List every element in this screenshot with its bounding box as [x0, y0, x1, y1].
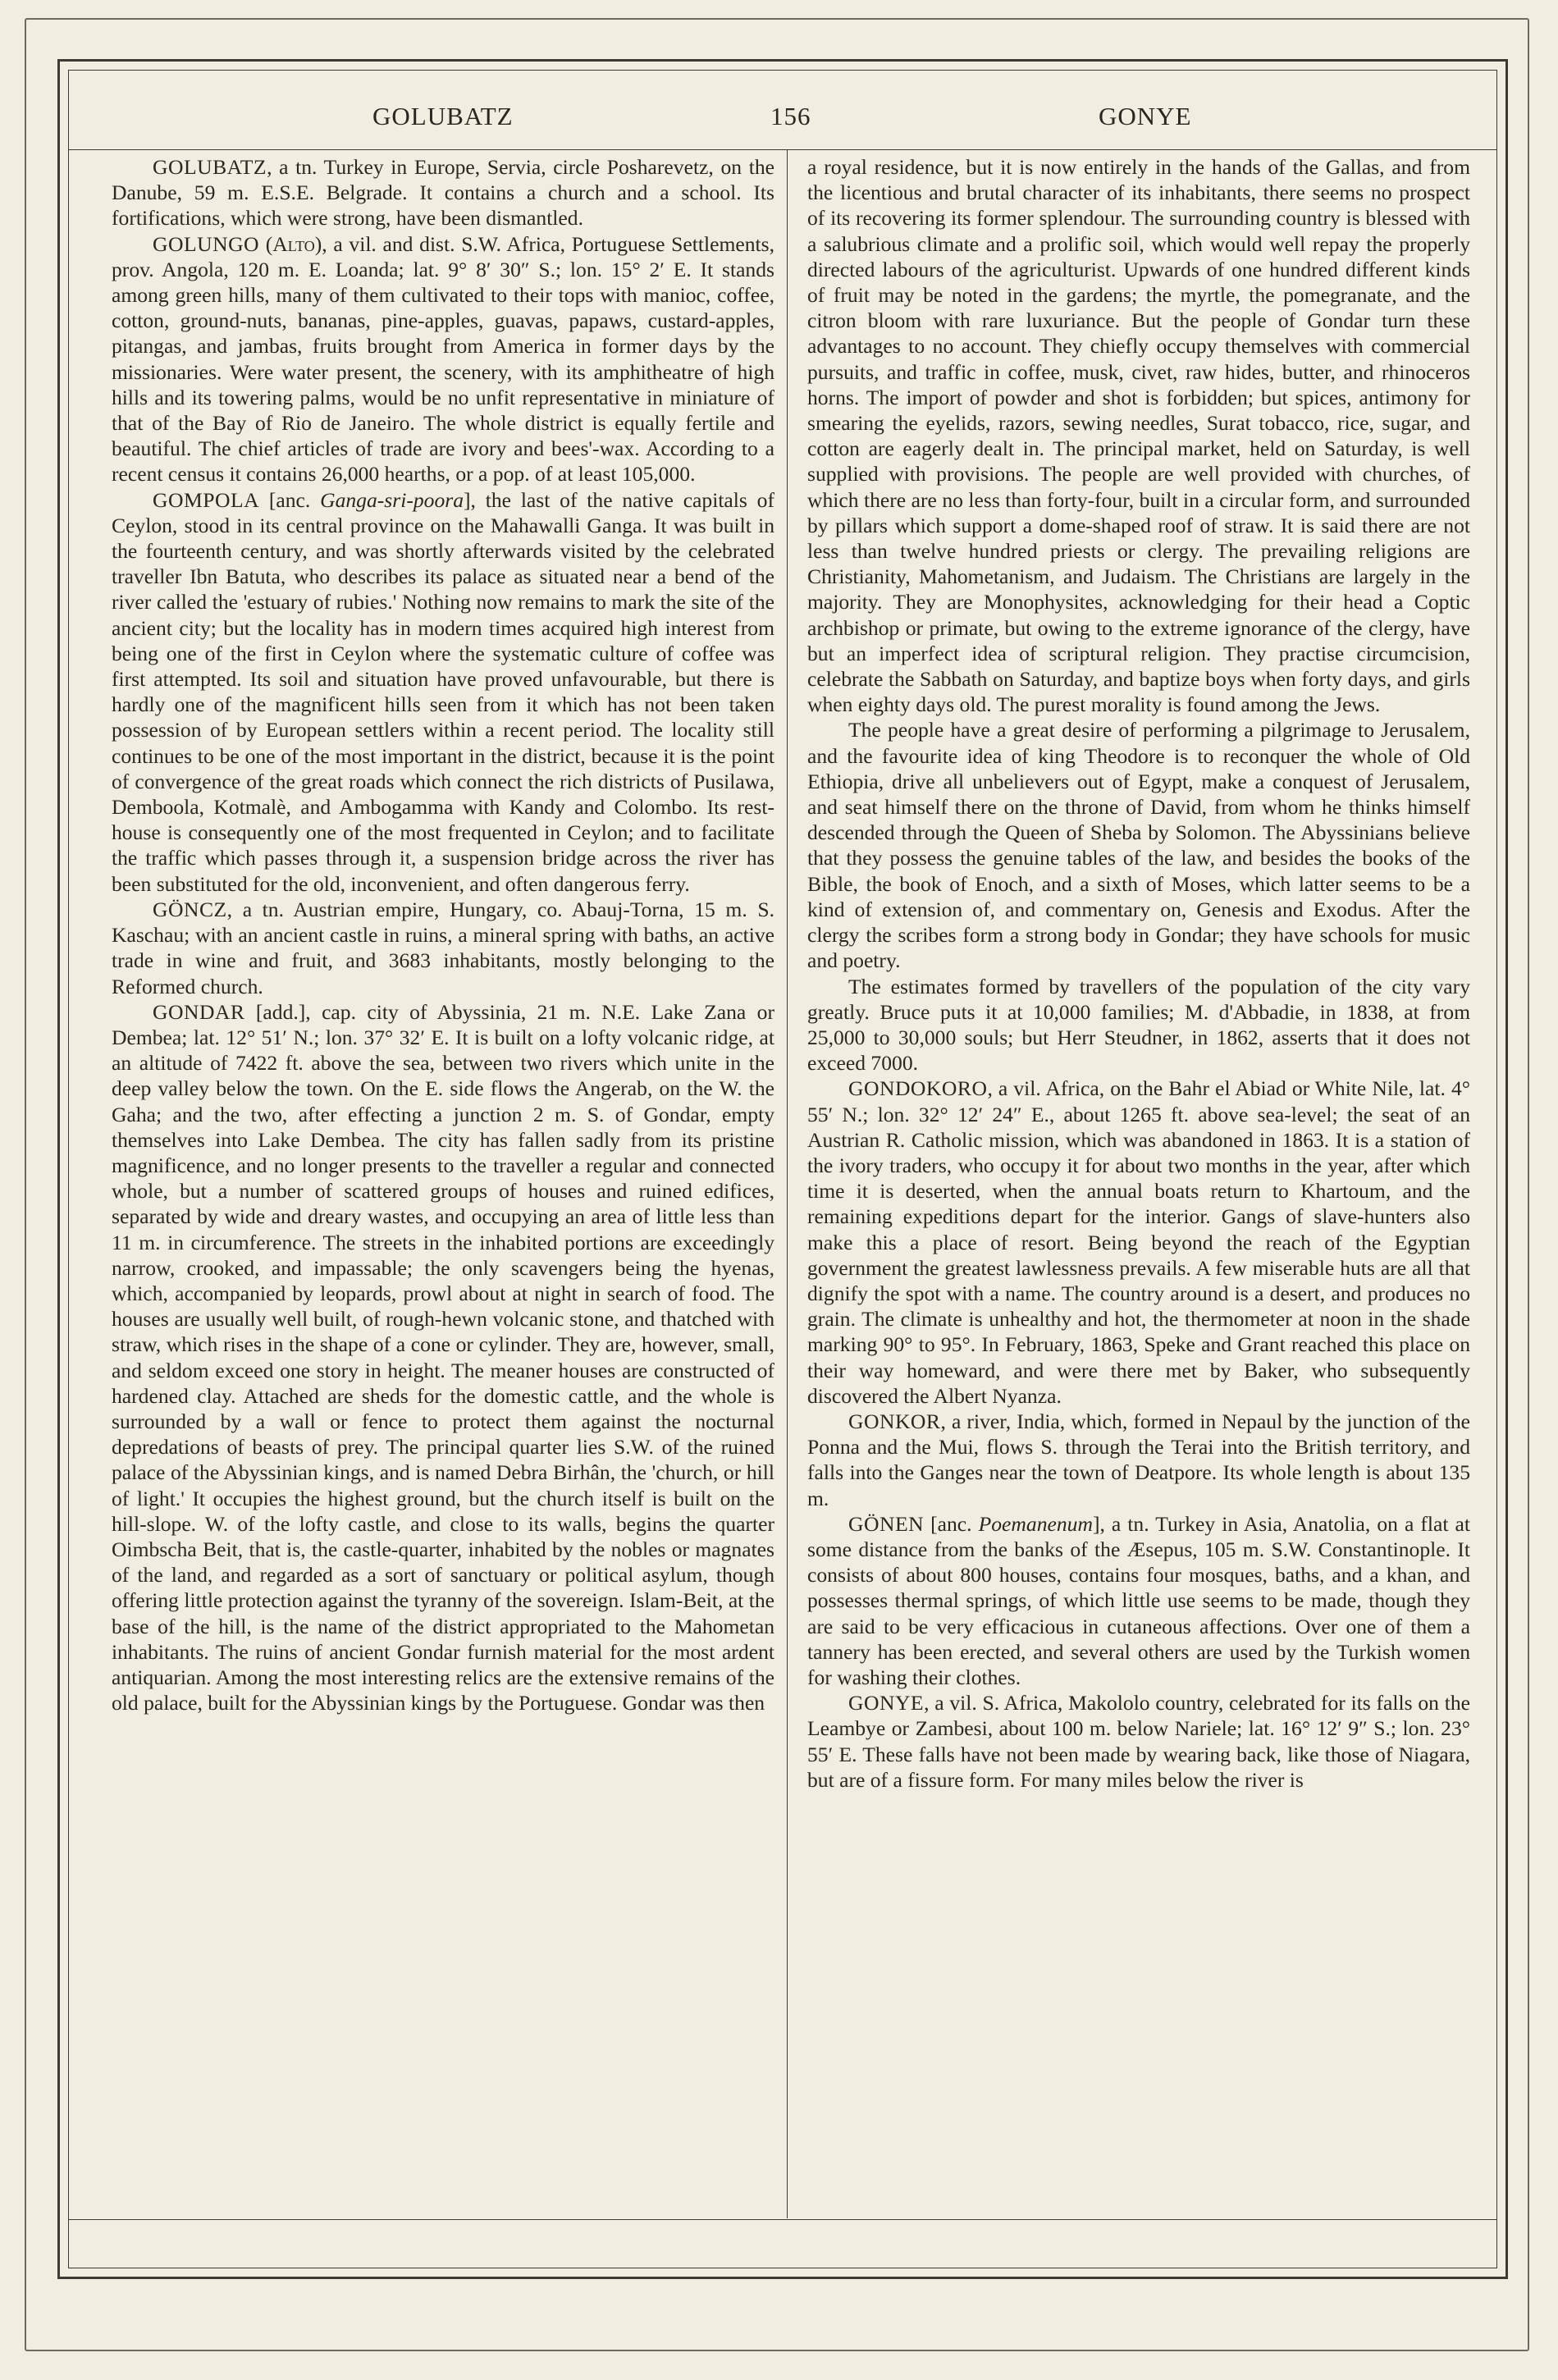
anc-close: ]: [464, 487, 471, 512]
ancient-name: Poemanenum: [978, 1511, 1093, 1536]
headword: GOLUNGO: [153, 231, 260, 256]
entry-text: , a vil. S. Africa, Makololo country, celebrated for its falls on the Leambye or Zambesi, about 100 m. below Nariele; lat. 16° 12′ 9″ S.; lon. 23° 55′ E. These falls have not been made by wearing back, like those of Niagara, but are of a fissure form. For many miles below the river is: [807, 1691, 1470, 1792]
entry-gonen: [807, 1511, 1470, 1690]
page-number: 156: [770, 102, 811, 130]
entry-text: The estimates formed by travellers of the population of the city vary greatly. Bruce puts it at 10,000 families; M. d'Abbadie, in 1838, at from 25,000 to 30,000 souls; but Herr Steudner, in 1862, asserts that it does not exceed 7000.: [807, 974, 1470, 1076]
entry-text: a royal residence, but it is now entirely in the hands of the Gallas, and from the licentious and brutal character of its inhabitants, there seems no prospect of its recovering its former splendour. The surrounding country is blessed with a salubrious climate and a prolific soil, which would well repay the properly directed labours of the agriculturist. Upwards of one hundred different kinds of fruit may be noted in the gardens; the myrtle, the pomegranate, and the citron bloom with rare luxuriance. But the people of Gondar turn these advantages to no account. They chiefly occupy themselves with commercial pursuits, and traffic in coffee, musk, civet, raw hides, butter, and rhinoceros horns. The import of powder and shot is forbidden; but spices, antimony for smearing the eyelids, razors, sewing needles, Surat tobacco, rice, sugar, and cotton are eagerly dealt in. The principal market, held on Saturday, is well supplied with provisions. The people are well provided with churches, of which there are no less than forty-four, built in a circular form, and surrounded by pillars which support a dome-shaped roof of straw. It is said there are not less than twelve hundred priests or clergy. The prevailing religions are Christianity, Mahometanism, and Judaism. The Christians are largely in the majority. They are Monophysites, acknowledging for their head a Coptic archbishop or primate, but owing to the extreme ignorance of the clergy, have but an imperfect idea of scriptural religion. They practise circumcision, celebrate the Sabbath on Saturday, and baptize boys when forty days, and girls when eighty days old. The purest morality is found among the Jews.: [807, 155, 1470, 717]
entry-gondar: [112, 999, 774, 1716]
entry-gonkor: [807, 1409, 1470, 1511]
anc-open: [anc.: [924, 1511, 979, 1536]
entry-gompola: [112, 487, 774, 897]
entry-text: , a vil. Africa, on the Bahr el Abiad or White Nile, lat. 4° 55′ N.; lon. 32° 12′ 24″ E., about 1265 ft. above sea-level; the seat of an Austrian R. Catholic mission, which was abandoned in 1863. It is a station of the ivory traders, who occupy it for about two months in the year, after which time it is deserted, when the annual boats return to Khartoum, and the remaining expeditions depart for the interior. Gangs of slave-hunters also make this a place of resort. Being beyond the reach of the Egyptian government the greatest lawlessness prevails. A few miserable huts are all that dignify the spot with a name. The country around is a desert, and produces no grain. The climate is unhealthy and hot, the thermometer at noon in the shade marking 90° to 95°. In February, 1863, Speke and Grant reached this place on their way homeward, and were there met by Baker, who subsequently discovered the Albert Nyanza.: [807, 1076, 1470, 1408]
headword: GONDAR: [153, 999, 245, 1024]
header-rule: [69, 149, 1496, 150]
anc-close: ]: [1092, 1511, 1100, 1536]
anc-open: [anc.: [259, 487, 321, 512]
paragraph-gondar-population: [807, 974, 1470, 1076]
entry-golungo: [112, 231, 774, 487]
page-frame-inner: [68, 70, 1497, 2268]
header-right-word: GONYE: [1099, 102, 1192, 130]
alt-name: (Alto): [265, 231, 322, 256]
left-column: [112, 154, 774, 2230]
headword: GÖNEN: [848, 1511, 925, 1536]
entry-text: , a tn. Austrian empire, Hungary, co. Abauj-Torna, 15 m. S. Kaschau; with an ancient castle in ruins, a mineral spring with baths, an active trade in wine and fruit, and 3683 inhabitants, mostly belonging to the Reformed church.: [112, 897, 774, 998]
entry-text: [add.], cap. city of Abyssinia, 21 m. N.E. Lake Zana or Dembea; lat. 12° 51′ N.; lon. 37° 32′ E. It is built on a lofty volcanic ridge, at an altitude of 7422 ft. above the sea, between two rivers which unite in the deep valley below the town. On the E. side flows the Angerab, on the W. the Gaha; and the two, after effecting a junction 2 m. S. of Gondar, empty themselves into Lake Dembea. The city has fallen sadly from its pristine magnificence, and no longer presents to the traveller a regular and connected whole, but a number of scattered groups of houses and ruined edifices, separated by wide and dreary wastes, and occupying an area of little less than 11 m. in circumference. The streets in the inhabited portions are exceedingly narrow, crooked, and impassable; the only scavengers being the hyenas, which, accompanied by leopards, prowl about at night in search of food. The houses are usually well built, of rough-hewn volcanic stone, and thatched with straw, which rises in the shape of a cone or cylinder. They are, however, small, and seldom exceed one story in height. The meaner houses are constructed of hardened clay. Attached are sheds for the domestic cattle, and the whole is surrounded by a wall or fence to protect them against the nocturnal depredations of beasts of prey. The principal quarter lies S.W. of the ruined palace of the Abyssinian kings, and is named Debra Birhân, the 'church, or hill of light.' It occupies the highest ground, but the church itself is built on the hill-slope. W. of the lofty castle, and close to its walls, begins the quarter Oimbscha Beit, that is, the castle-quarter, inhabited by the nobles or magnates of the land, and regarded as a sort of sanctuary or political asylum, though offering little protection against the tyranny of the sovereign. Islam-Beit, at the base of the hill, is the name of the district appropriated to the Mahometan inhabitants. The ruins of ancient Gondar furnish material for the most ardent antiquarian. Among the most interesting relics are the extensive remains of the old palace, built for the Abyssinian kings by the Portuguese. Gondar was then: [112, 999, 774, 1715]
entry-text: , a river, India, which, formed in Nepaul by the junction of the Ponna and the Mui, flows S. through the Terai into the British territory, and falls into the Ganges near the town of Deatpore. Its whole length is about 135 m.: [807, 1409, 1470, 1510]
entry-text: , a tn. Turkey in Europe, Servia, circle Posharevetz, on the Danube, 59 m. E.S.E. Belgrade. It contains a church and a school. Its fortifications, which were strong, have been dismantled.: [112, 155, 774, 231]
entry-gondar-continued: [807, 154, 1470, 717]
right-column: [807, 154, 1470, 2230]
headword: GOMPOLA: [153, 487, 260, 512]
headword: GONKOR: [848, 1409, 941, 1433]
headword: GONYE: [848, 1691, 925, 1715]
headword: GONDOKORO: [848, 1076, 988, 1101]
headword: GÖNCZ: [153, 897, 227, 921]
entry-gondokoro: [807, 1076, 1470, 1409]
entry-text: The people have a great desire of performing a pilgrimage to Jerusalem, and the favourite idea of king Theodore is to reconquer the whole of Old Ethiopia, drive all unbelievers out of Egypt, make a conquest of Jerusalem, and seat himself there on the throne of David, from whom he thinks himself descended through the Queen of Sheba by Solomon. The Abyssinians believe that they possess the genuine tables of the law, and besides the books of the Bible, the book of Enoch, and a sixth of Moses, which latter seems to be a kind of extension of, and commentary on, Genesis and Exodus. After the clergy the scribes form a strong body in Gondar; they have schools for music and poetry.: [807, 718, 1470, 973]
entry-text: , a tn. Turkey in Asia, Anatolia, on a flat at some distance from the banks of the Æsepus, 105 m. S.W. Constantinople. It consists of about 800 houses, contains four mosques, baths, and a khan, and possesses thermal springs, of which little use seems to be made, though they are said to be very efficacious in cutaneous affections. Over one of them a tannery has been erected, and several others are used by the Turkish women for washing their clothes.: [807, 1511, 1470, 1689]
header-left-word: GOLUBATZ: [372, 102, 514, 130]
column-divider: [787, 150, 788, 2218]
entry-goncz: [112, 897, 774, 999]
ancient-name: Ganga-sri-poora: [320, 487, 464, 512]
entry-text: , a vil. and dist. S.W. Africa, Portuguese Settlements, prov. Angola, 120 m. E. Loanda; lat. 9° 8′ 30″ S.; lon. 15° 2′ E. It stands among green hills, many of them cultivated to their tops with manioc, coffee, cotton, ground-nuts, bananas, pine-apples, guavas, papaws, custard-apples, pitangas, and jambas, fruits brought from America in former days by the missionaries. Were water present, the scenery, with its amphitheatre of high hills and its towering palms, would be no unfit representative in miniature of that of the Bay of Rio de Janeiro. The whole district is equally fertile and beautiful. The chief articles of trade are ivory and bees'-wax. According to a recent census it contains 26,000 hearths, or a pop. of at least 105,000.: [112, 231, 774, 487]
entry-gonye: [807, 1690, 1470, 1793]
entry-text: , the last of the native capitals of Ceylon, stood in its central province on the Mahawalli Ganga. It was built in the fourteenth century, and was shortly afterwards visited by the celebrated traveller Ibn Batuta, who describes its palace as situated near a bend of the river called the 'estuary of rubies.' Nothing now remains to mark the site of the ancient city; but the locality has in modern times acquired high interest from being one of the first in Ceylon where the systematic culture of coffee was first attempted. Its soil and situation have proved unfavourable, but there is hardly one of the magnificent hills seen from it which has not been taken possession of by European settlers within a recent period. The locality still continues to be one of the most important in the district, because it is the point of convergence of the great roads which connect the rich districts of Pusilawa, Demboola, Kotmalè, and Ambogamma with Kandy and Colombo. Its rest-house is consequently one of the most frequented in Ceylon; and to facilitate the traffic which passes through it, a suspension bridge across the river has been substituted for the old, inconvenient, and often dangerous ferry.: [112, 487, 774, 896]
headword: GOLUBATZ: [153, 155, 267, 179]
paragraph-gondar-pilgrimage: [807, 717, 1470, 973]
entry-golubatz: [112, 154, 774, 231]
page-frame: [57, 59, 1508, 2279]
running-header: [69, 102, 1496, 139]
